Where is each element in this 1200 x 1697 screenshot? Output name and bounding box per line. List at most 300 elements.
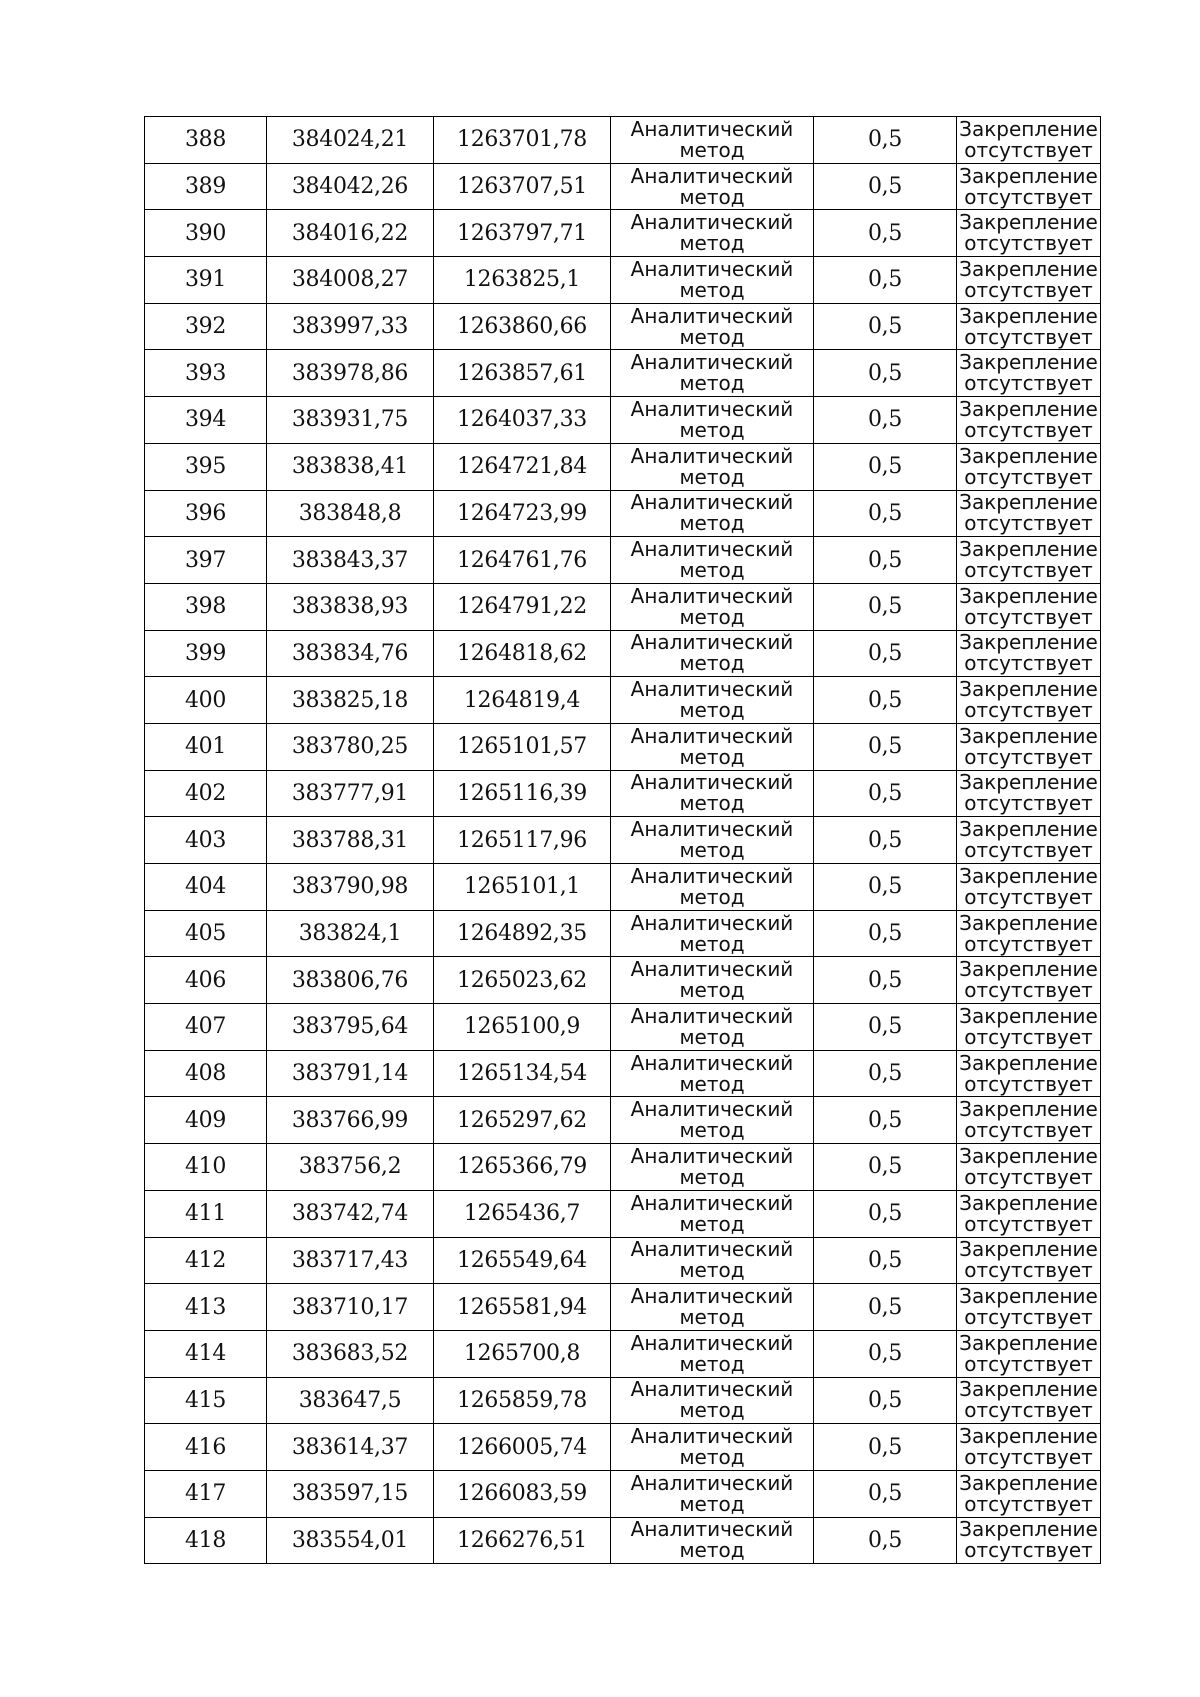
method-cell — [611, 1377, 814, 1424]
fixing-text: отсутствует — [964, 1211, 1093, 1236]
x-coordinate-cell: 383790,98 — [267, 864, 434, 911]
table-row — [145, 1144, 1101, 1191]
accuracy-cell: 0,5 — [814, 490, 957, 537]
y-coordinate-cell: 1263860,66 — [434, 303, 611, 350]
table-row — [145, 537, 1101, 584]
accuracy-cell: 0,5 — [814, 864, 957, 911]
x-coordinate-cell: 383838,93 — [267, 583, 434, 630]
point-number-cell: 417 — [145, 1470, 267, 1517]
fixing-cell — [957, 1004, 1101, 1051]
coordinates-table — [144, 116, 1101, 1564]
fixing-text: отсутствует — [964, 838, 1093, 863]
fixing-cell — [957, 1470, 1101, 1517]
fixing-cell — [957, 1190, 1101, 1237]
point-number-cell: 416 — [145, 1424, 267, 1471]
x-coordinate-cell: 384042,26 — [267, 163, 434, 210]
x-coordinate-cell: 383614,37 — [267, 1424, 434, 1471]
method-cell — [611, 957, 814, 1004]
table-row — [145, 1330, 1101, 1377]
method-cell — [611, 1097, 814, 1144]
fixing-text: отсутствует — [964, 604, 1093, 629]
y-coordinate-cell: 1263825,1 — [434, 257, 611, 304]
table-row — [145, 163, 1101, 210]
accuracy-cell: 0,5 — [814, 1424, 957, 1471]
accuracy-cell: 0,5 — [814, 817, 957, 864]
point-number-cell: 388 — [145, 117, 267, 164]
method-text: Аналитический — [630, 396, 794, 421]
y-coordinate-cell: 1265101,57 — [434, 723, 611, 770]
method-text: метод — [679, 1211, 745, 1236]
accuracy-cell: 0,5 — [814, 350, 957, 397]
accuracy-cell: 0,5 — [814, 1517, 957, 1564]
method-cell — [611, 1050, 814, 1097]
method-text: метод — [679, 511, 745, 536]
method-text: Аналитический — [630, 1470, 794, 1495]
x-coordinate-cell: 383791,14 — [267, 1050, 434, 1097]
x-coordinate-cell: 383710,17 — [267, 1284, 434, 1331]
fixing-cell — [957, 303, 1101, 350]
x-coordinate-cell: 383766,99 — [267, 1097, 434, 1144]
x-coordinate-cell: 383848,8 — [267, 490, 434, 537]
point-number-cell: 403 — [145, 817, 267, 864]
fixing-text: Закрепление — [959, 1470, 1098, 1495]
y-coordinate-cell: 1263701,78 — [434, 117, 611, 164]
y-coordinate-cell: 1265297,62 — [434, 1097, 611, 1144]
fixing-text: Закрепление — [959, 116, 1098, 141]
fixing-cell — [957, 910, 1101, 957]
fixing-cell — [957, 864, 1101, 911]
method-text: метод — [679, 698, 745, 723]
fixing-cell — [957, 350, 1101, 397]
table-row — [145, 1284, 1101, 1331]
y-coordinate-cell: 1265134,54 — [434, 1050, 611, 1097]
point-number-cell: 397 — [145, 537, 267, 584]
point-number-cell: 393 — [145, 350, 267, 397]
fixing-text: Закрепление — [959, 957, 1098, 982]
y-coordinate-cell: 1265549,64 — [434, 1237, 611, 1284]
y-coordinate-cell: 1265101,1 — [434, 864, 611, 911]
point-number-cell: 408 — [145, 1050, 267, 1097]
fixing-text: Закрепление — [959, 1330, 1098, 1355]
method-cell — [611, 817, 814, 864]
method-text: метод — [679, 558, 745, 583]
table-row — [145, 1190, 1101, 1237]
fixing-text: отсутствует — [964, 651, 1093, 676]
fixing-cell — [957, 443, 1101, 490]
x-coordinate-cell: 383806,76 — [267, 957, 434, 1004]
x-coordinate-cell: 383647,5 — [267, 1377, 434, 1424]
method-cell — [611, 443, 814, 490]
fixing-text: отсутствует — [964, 1024, 1093, 1049]
x-coordinate-cell: 383931,75 — [267, 397, 434, 444]
fixing-text: Закрепление — [959, 863, 1098, 888]
method-text: метод — [679, 604, 745, 629]
fixing-text: отсутствует — [964, 884, 1093, 909]
method-cell — [611, 723, 814, 770]
method-text: Аналитический — [630, 1517, 794, 1542]
fixing-cell — [957, 677, 1101, 724]
method-cell — [611, 1190, 814, 1237]
y-coordinate-cell: 1266276,51 — [434, 1517, 611, 1564]
accuracy-cell: 0,5 — [814, 1097, 957, 1144]
point-number-cell: 418 — [145, 1517, 267, 1564]
method-text: метод — [679, 1118, 745, 1143]
coordinates-table-body — [145, 117, 1101, 1564]
method-cell — [611, 583, 814, 630]
method-text: Аналитический — [630, 116, 794, 141]
method-cell — [611, 1284, 814, 1331]
method-text: метод — [679, 417, 745, 442]
table-row — [145, 864, 1101, 911]
table-row — [145, 1377, 1101, 1424]
method-text: Аналитический — [630, 723, 794, 748]
y-coordinate-cell: 1265023,62 — [434, 957, 611, 1004]
table-row — [145, 490, 1101, 537]
fixing-text: отсутствует — [964, 931, 1093, 956]
method-text: Аналитический — [630, 1097, 794, 1122]
method-text: метод — [679, 1445, 745, 1470]
accuracy-cell: 0,5 — [814, 163, 957, 210]
method-text: метод — [679, 464, 745, 489]
point-number-cell: 411 — [145, 1190, 267, 1237]
x-coordinate-cell: 384016,22 — [267, 210, 434, 257]
table-row — [145, 117, 1101, 164]
table-row — [145, 1424, 1101, 1471]
y-coordinate-cell: 1265859,78 — [434, 1377, 611, 1424]
table-row — [145, 817, 1101, 864]
y-coordinate-cell: 1265117,96 — [434, 817, 611, 864]
x-coordinate-cell: 383742,74 — [267, 1190, 434, 1237]
accuracy-cell: 0,5 — [814, 723, 957, 770]
method-cell — [611, 1004, 814, 1051]
point-number-cell: 389 — [145, 163, 267, 210]
method-text: метод — [679, 1024, 745, 1049]
method-cell — [611, 163, 814, 210]
fixing-text: отсутствует — [964, 371, 1093, 396]
fixing-text: Закрепление — [959, 1143, 1098, 1168]
method-text: Аналитический — [630, 210, 794, 235]
method-text: метод — [679, 651, 745, 676]
y-coordinate-cell: 1265366,79 — [434, 1144, 611, 1191]
fixing-cell — [957, 117, 1101, 164]
accuracy-cell: 0,5 — [814, 1284, 957, 1331]
y-coordinate-cell: 1264723,99 — [434, 490, 611, 537]
accuracy-cell: 0,5 — [814, 443, 957, 490]
fixing-text: отсутствует — [964, 1305, 1093, 1330]
table-row — [145, 1004, 1101, 1051]
point-number-cell: 401 — [145, 723, 267, 770]
point-number-cell: 392 — [145, 303, 267, 350]
fixing-text: Закрепление — [959, 1377, 1098, 1402]
fixing-text: отсутствует — [964, 1258, 1093, 1283]
method-text: Аналитический — [630, 1330, 794, 1355]
fixing-text: отсутствует — [964, 1118, 1093, 1143]
point-number-cell: 399 — [145, 630, 267, 677]
fixing-cell — [957, 1330, 1101, 1377]
x-coordinate-cell: 383683,52 — [267, 1330, 434, 1377]
point-number-cell: 395 — [145, 443, 267, 490]
accuracy-cell: 0,5 — [814, 397, 957, 444]
fixing-text: Закрепление — [959, 256, 1098, 281]
fixing-cell — [957, 1097, 1101, 1144]
y-coordinate-cell: 1265581,94 — [434, 1284, 611, 1331]
fixing-cell — [957, 817, 1101, 864]
table-row — [145, 770, 1101, 817]
fixing-cell — [957, 1144, 1101, 1191]
fixing-text: отсутствует — [964, 1398, 1093, 1423]
y-coordinate-cell: 1266005,74 — [434, 1424, 611, 1471]
method-text: Аналитический — [630, 537, 794, 562]
fixing-text: отсутствует — [964, 791, 1093, 816]
table-row — [145, 1097, 1101, 1144]
fixing-cell — [957, 163, 1101, 210]
fixing-text: отсутствует — [964, 978, 1093, 1003]
x-coordinate-cell: 383834,76 — [267, 630, 434, 677]
fixing-text: Закрепление — [959, 1424, 1098, 1449]
point-number-cell: 414 — [145, 1330, 267, 1377]
method-text: Аналитический — [630, 1284, 794, 1309]
table-row — [145, 957, 1101, 1004]
y-coordinate-cell: 1265116,39 — [434, 770, 611, 817]
method-text: метод — [679, 184, 745, 209]
y-coordinate-cell: 1265436,7 — [434, 1190, 611, 1237]
accuracy-cell: 0,5 — [814, 770, 957, 817]
fixing-cell — [957, 1517, 1101, 1564]
method-text: метод — [679, 884, 745, 909]
method-text: Аналитический — [630, 1377, 794, 1402]
method-text: метод — [679, 1398, 745, 1423]
fixing-cell — [957, 957, 1101, 1004]
point-number-cell: 413 — [145, 1284, 267, 1331]
fixing-text: отсутствует — [964, 1071, 1093, 1096]
fixing-text: Закрепление — [959, 677, 1098, 702]
accuracy-cell: 0,5 — [814, 1377, 957, 1424]
fixing-text: Закрепление — [959, 1097, 1098, 1122]
point-number-cell: 415 — [145, 1377, 267, 1424]
fixing-text: Закрепление — [959, 723, 1098, 748]
table-row — [145, 210, 1101, 257]
method-text: Аналитический — [630, 1424, 794, 1449]
x-coordinate-cell: 383777,91 — [267, 770, 434, 817]
method-cell — [611, 864, 814, 911]
y-coordinate-cell: 1264791,22 — [434, 583, 611, 630]
accuracy-cell: 0,5 — [814, 303, 957, 350]
fixing-text: Закрепление — [959, 537, 1098, 562]
point-number-cell: 412 — [145, 1237, 267, 1284]
method-cell — [611, 1517, 814, 1564]
method-text: метод — [679, 1351, 745, 1376]
y-coordinate-cell: 1264037,33 — [434, 397, 611, 444]
point-number-cell: 396 — [145, 490, 267, 537]
fixing-text: отсутствует — [964, 558, 1093, 583]
accuracy-cell: 0,5 — [814, 630, 957, 677]
fixing-text: отсутствует — [964, 464, 1093, 489]
x-coordinate-cell: 383554,01 — [267, 1517, 434, 1564]
point-number-cell: 394 — [145, 397, 267, 444]
y-coordinate-cell: 1263797,71 — [434, 210, 611, 257]
fixing-cell — [957, 630, 1101, 677]
table-row — [145, 1050, 1101, 1097]
y-coordinate-cell: 1264761,76 — [434, 537, 611, 584]
y-coordinate-cell: 1264721,84 — [434, 443, 611, 490]
fixing-text: отсутствует — [964, 1164, 1093, 1189]
method-text: Аналитический — [630, 1050, 794, 1075]
method-text: Аналитический — [630, 256, 794, 281]
method-cell — [611, 1144, 814, 1191]
accuracy-cell: 0,5 — [814, 1237, 957, 1284]
fixing-cell — [957, 1050, 1101, 1097]
table-row — [145, 630, 1101, 677]
method-cell — [611, 257, 814, 304]
fixing-cell — [957, 397, 1101, 444]
accuracy-cell: 0,5 — [814, 910, 957, 957]
method-text: Аналитический — [630, 957, 794, 982]
method-text: Аналитический — [630, 677, 794, 702]
fixing-cell — [957, 537, 1101, 584]
method-text: Аналитический — [630, 630, 794, 655]
fixing-text: Закрепление — [959, 1190, 1098, 1215]
method-text: метод — [679, 1305, 745, 1330]
fixing-text: Закрепление — [959, 443, 1098, 468]
method-cell — [611, 1330, 814, 1377]
fixing-text: Закрепление — [959, 1284, 1098, 1309]
method-text: Аналитический — [630, 1143, 794, 1168]
accuracy-cell: 0,5 — [814, 257, 957, 304]
point-number-cell: 391 — [145, 257, 267, 304]
table-row — [145, 910, 1101, 957]
fixing-text: отсутствует — [964, 184, 1093, 209]
y-coordinate-cell: 1265700,8 — [434, 1330, 611, 1377]
fixing-text: Закрепление — [959, 303, 1098, 328]
table-row — [145, 397, 1101, 444]
accuracy-cell: 0,5 — [814, 1004, 957, 1051]
y-coordinate-cell: 1263857,61 — [434, 350, 611, 397]
x-coordinate-cell: 383843,37 — [267, 537, 434, 584]
method-text: Аналитический — [630, 490, 794, 515]
accuracy-cell: 0,5 — [814, 1330, 957, 1377]
fixing-cell — [957, 490, 1101, 537]
method-cell — [611, 1424, 814, 1471]
accuracy-cell: 0,5 — [814, 1470, 957, 1517]
fixing-cell — [957, 583, 1101, 630]
fixing-text: отсутствует — [964, 1538, 1093, 1563]
method-cell — [611, 210, 814, 257]
fixing-text: Закрепление — [959, 1050, 1098, 1075]
method-text: Аналитический — [630, 443, 794, 468]
accuracy-cell: 0,5 — [814, 1050, 957, 1097]
point-number-cell: 406 — [145, 957, 267, 1004]
fixing-cell — [957, 1377, 1101, 1424]
x-coordinate-cell: 383838,41 — [267, 443, 434, 490]
method-text: метод — [679, 1071, 745, 1096]
method-text: метод — [679, 137, 745, 162]
method-text: Аналитический — [630, 770, 794, 795]
fixing-text: Закрепление — [959, 910, 1098, 935]
accuracy-cell: 0,5 — [814, 537, 957, 584]
fixing-cell — [957, 1237, 1101, 1284]
fixing-text: Закрепление — [959, 1517, 1098, 1542]
method-cell — [611, 1237, 814, 1284]
method-cell — [611, 910, 814, 957]
y-coordinate-cell: 1264818,62 — [434, 630, 611, 677]
method-text: Аналитический — [630, 163, 794, 188]
x-coordinate-cell: 383597,15 — [267, 1470, 434, 1517]
fixing-text: отсутствует — [964, 1445, 1093, 1470]
method-text: Аналитический — [630, 863, 794, 888]
fixing-text: Закрепление — [959, 350, 1098, 375]
method-text: Аналитический — [630, 1003, 794, 1028]
method-text: Аналитический — [630, 910, 794, 935]
method-cell — [611, 350, 814, 397]
method-text: метод — [679, 978, 745, 1003]
method-cell — [611, 397, 814, 444]
accuracy-cell: 0,5 — [814, 117, 957, 164]
point-number-cell: 402 — [145, 770, 267, 817]
fixing-cell — [957, 210, 1101, 257]
method-text: Аналитический — [630, 817, 794, 842]
x-coordinate-cell: 383756,2 — [267, 1144, 434, 1191]
method-text: метод — [679, 1491, 745, 1516]
method-text: метод — [679, 1164, 745, 1189]
table-row — [145, 443, 1101, 490]
y-coordinate-cell: 1263707,51 — [434, 163, 611, 210]
fixing-text: отсутствует — [964, 1491, 1093, 1516]
method-text: Аналитический — [630, 1190, 794, 1215]
fixing-cell — [957, 1284, 1101, 1331]
fixing-cell — [957, 770, 1101, 817]
method-cell — [611, 770, 814, 817]
fixing-text: отсутствует — [964, 417, 1093, 442]
fixing-text: отсутствует — [964, 277, 1093, 302]
point-number-cell: 400 — [145, 677, 267, 724]
fixing-text: отсутствует — [964, 231, 1093, 256]
x-coordinate-cell: 383978,86 — [267, 350, 434, 397]
fixing-text: Закрепление — [959, 396, 1098, 421]
fixing-text: отсутствует — [964, 511, 1093, 536]
method-text: Аналитический — [630, 350, 794, 375]
method-cell — [611, 677, 814, 724]
accuracy-cell: 0,5 — [814, 210, 957, 257]
y-coordinate-cell: 1266083,59 — [434, 1470, 611, 1517]
x-coordinate-cell: 383997,33 — [267, 303, 434, 350]
fixing-text: Закрепление — [959, 770, 1098, 795]
method-cell — [611, 303, 814, 350]
accuracy-cell: 0,5 — [814, 1144, 957, 1191]
method-text: метод — [679, 371, 745, 396]
x-coordinate-cell: 383824,1 — [267, 910, 434, 957]
point-number-cell: 404 — [145, 864, 267, 911]
method-text: метод — [679, 1258, 745, 1283]
accuracy-cell: 0,5 — [814, 677, 957, 724]
table-row — [145, 303, 1101, 350]
point-number-cell: 405 — [145, 910, 267, 957]
point-number-cell: 390 — [145, 210, 267, 257]
x-coordinate-cell: 384008,27 — [267, 257, 434, 304]
table-row — [145, 677, 1101, 724]
fixing-text: отсутствует — [964, 744, 1093, 769]
fixing-cell — [957, 723, 1101, 770]
method-cell — [611, 1470, 814, 1517]
method-text: метод — [679, 744, 745, 769]
fixing-text: Закрепление — [959, 1237, 1098, 1262]
y-coordinate-cell: 1264892,35 — [434, 910, 611, 957]
fixing-text: Закрепление — [959, 1003, 1098, 1028]
accuracy-cell: 0,5 — [814, 1190, 957, 1237]
method-cell — [611, 490, 814, 537]
method-text: метод — [679, 231, 745, 256]
x-coordinate-cell: 383795,64 — [267, 1004, 434, 1051]
fixing-text: Закрепление — [959, 163, 1098, 188]
